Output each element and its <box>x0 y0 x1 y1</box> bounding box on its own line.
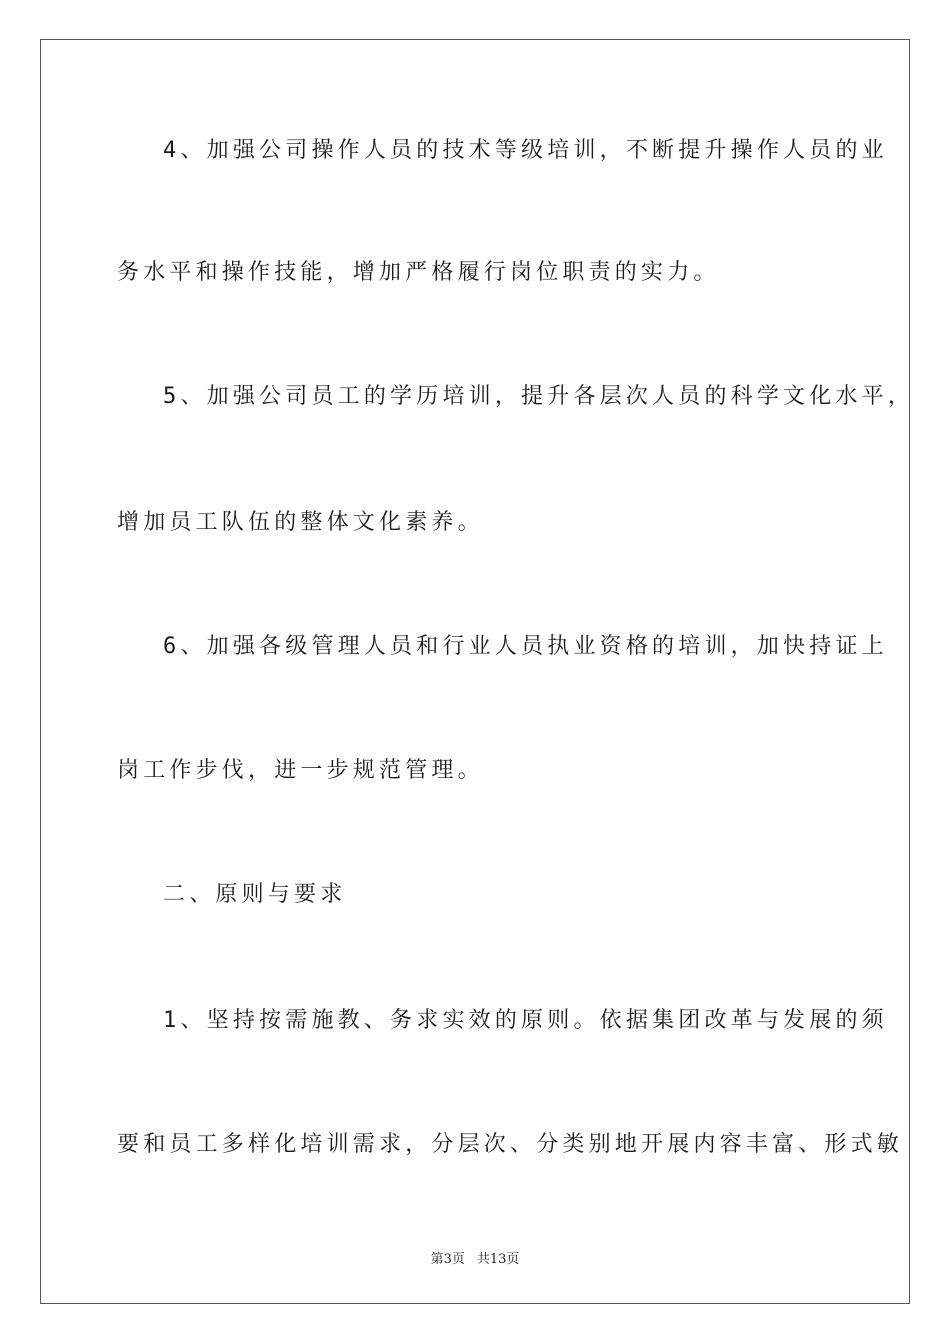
page-total: 共13页 <box>476 1252 520 1267</box>
paragraph-line: 要和员工多样化培训需求，分层次、分类别地开展内容丰富、形式敏 <box>117 1132 904 1157</box>
paragraph-line: 1、坚持按需施教、务求实效的原则。依据集团改革与发展的须 <box>163 1008 888 1033</box>
paragraph-line: 6、加强各级管理人员和行业人员执业资格的培训，加快持证上 <box>163 634 888 659</box>
page-number: 第3页 <box>430 1252 465 1267</box>
paragraph-line: 增加员工队伍的整体文化素养。 <box>117 510 484 535</box>
section-heading: 二、原则与要求 <box>163 882 347 907</box>
paragraph-line: 4、加强公司操作人员的技术等级培训，不断提升操作人员的业 <box>163 138 888 163</box>
paragraph-line: 务水平和操作技能，增加严格履行岗位职责的实力。 <box>117 260 720 285</box>
page-footer <box>0 1248 950 1267</box>
paragraph-line: 岗工作步伐，进一步规范管理。 <box>117 758 484 783</box>
paragraph-line: 5、加强公司员工的学历培训，提升各层次人员的科学文化水平， <box>163 384 915 409</box>
page-border <box>40 39 915 1304</box>
